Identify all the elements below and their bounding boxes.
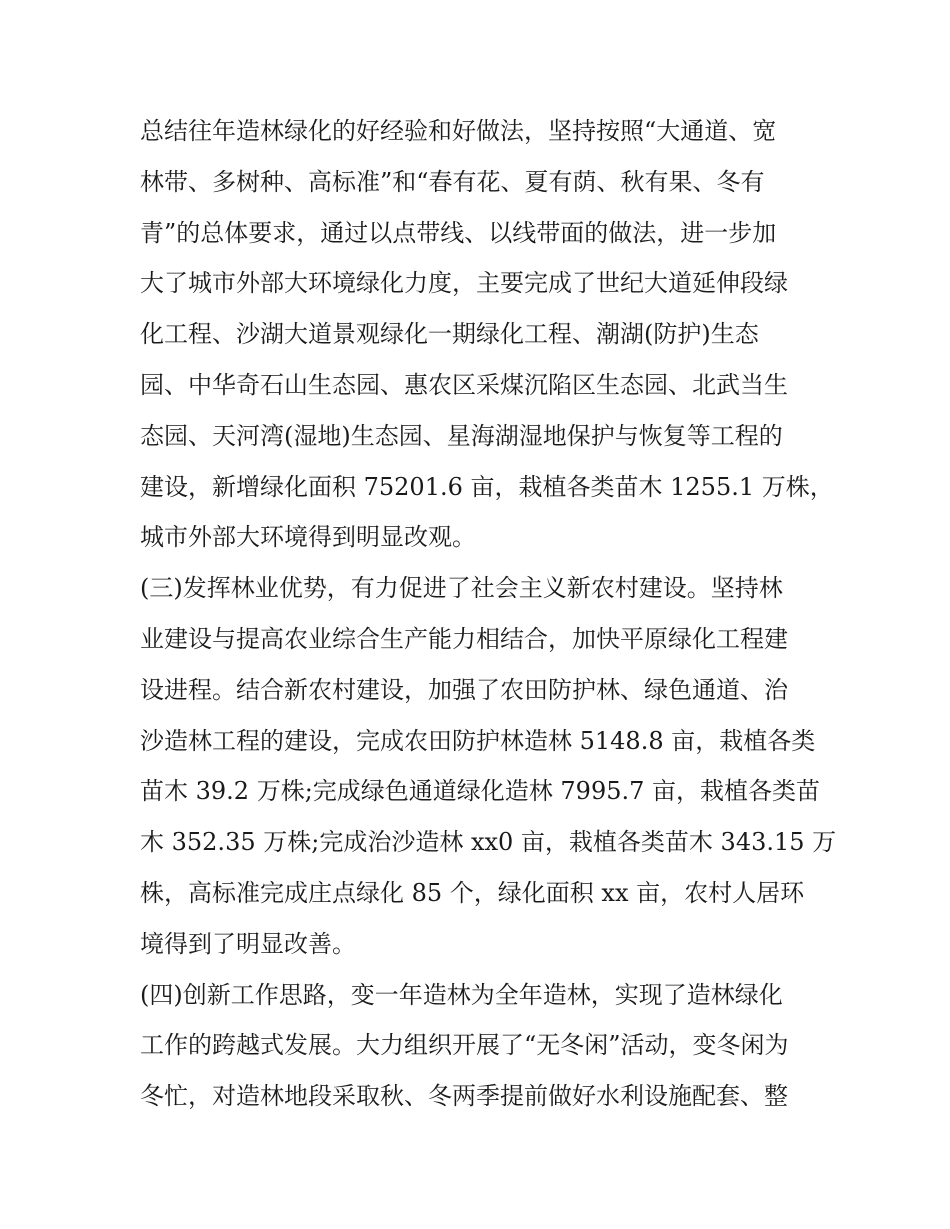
text-line: 工作的跨越式发展。大力组织开展了“无冬闲”活动，变冬闲为: [140, 1031, 789, 1060]
text-line: 冬忙，对造林地段采取秋、冬两季提前做好水利设施配套、整: [140, 1082, 788, 1111]
text-line: 木 352.35 万株;完成治沙造林 xx0 亩，栽植各类苗木 343.15 万: [140, 828, 837, 857]
text-line: 设进程。结合新农村建设，加强了农田防护林、绿色通道、治: [140, 675, 788, 704]
section-heading-line: (三)发挥林业优势，有力促进了社会主义新农村建设。坚持林: [140, 574, 783, 603]
text-line: 态园、天河湾(湿地)生态园、星海湖湿地保护与恢复等工程的: [140, 421, 783, 450]
text-line: 青”的总体要求，通过以点带线、以线带面的做法，进一步加: [140, 218, 777, 247]
text-line: 株，高标准完成庄点绿化 85 个，绿化面积 xx 亩，农村人居环: [140, 878, 805, 907]
body-text: [140, 106, 837, 1122]
text-line: 总结往年造林绿化的好经验和好做法，坚持按照“大通道、宽: [140, 117, 777, 145]
text-line: 林带、多树种、高标准”和“春有花、夏有荫、秋有果、冬有: [140, 167, 765, 196]
text-line: 苗木 39.2 万株;完成绿色通道绿化造林 7995.7 亩，栽植各类苗: [140, 777, 821, 806]
text-line: 大了城市外部大环境绿化力度，主要完成了世纪大道延伸段绿: [140, 269, 788, 298]
text-line: 业建设与提高农业综合生产能力相结合，加快平原绿化工程建: [140, 624, 788, 653]
text-line: 境得到了明显改善。: [140, 929, 356, 958]
text-line: 园、中华奇石山生态园、惠农区采煤沉陷区生态园、北武当生: [140, 370, 788, 399]
text-line: 化工程、沙湖大道景观绿化一期绿化工程、潮湖(防护)生态: [140, 320, 759, 349]
section-heading-line: (四)创新工作思路，变一年造林为全年造林，实现了造林绿化: [140, 980, 783, 1009]
text-line: 沙造林工程的建设，完成农田防护林造林 5148.8 亩，栽植各类: [140, 726, 816, 755]
text-line: 城市外部大环境得到明显改观。: [140, 523, 476, 552]
text-line: 建设，新增绿化面积 75201.6 亩，栽植各类苗木 1255.1 万株，: [140, 472, 834, 501]
